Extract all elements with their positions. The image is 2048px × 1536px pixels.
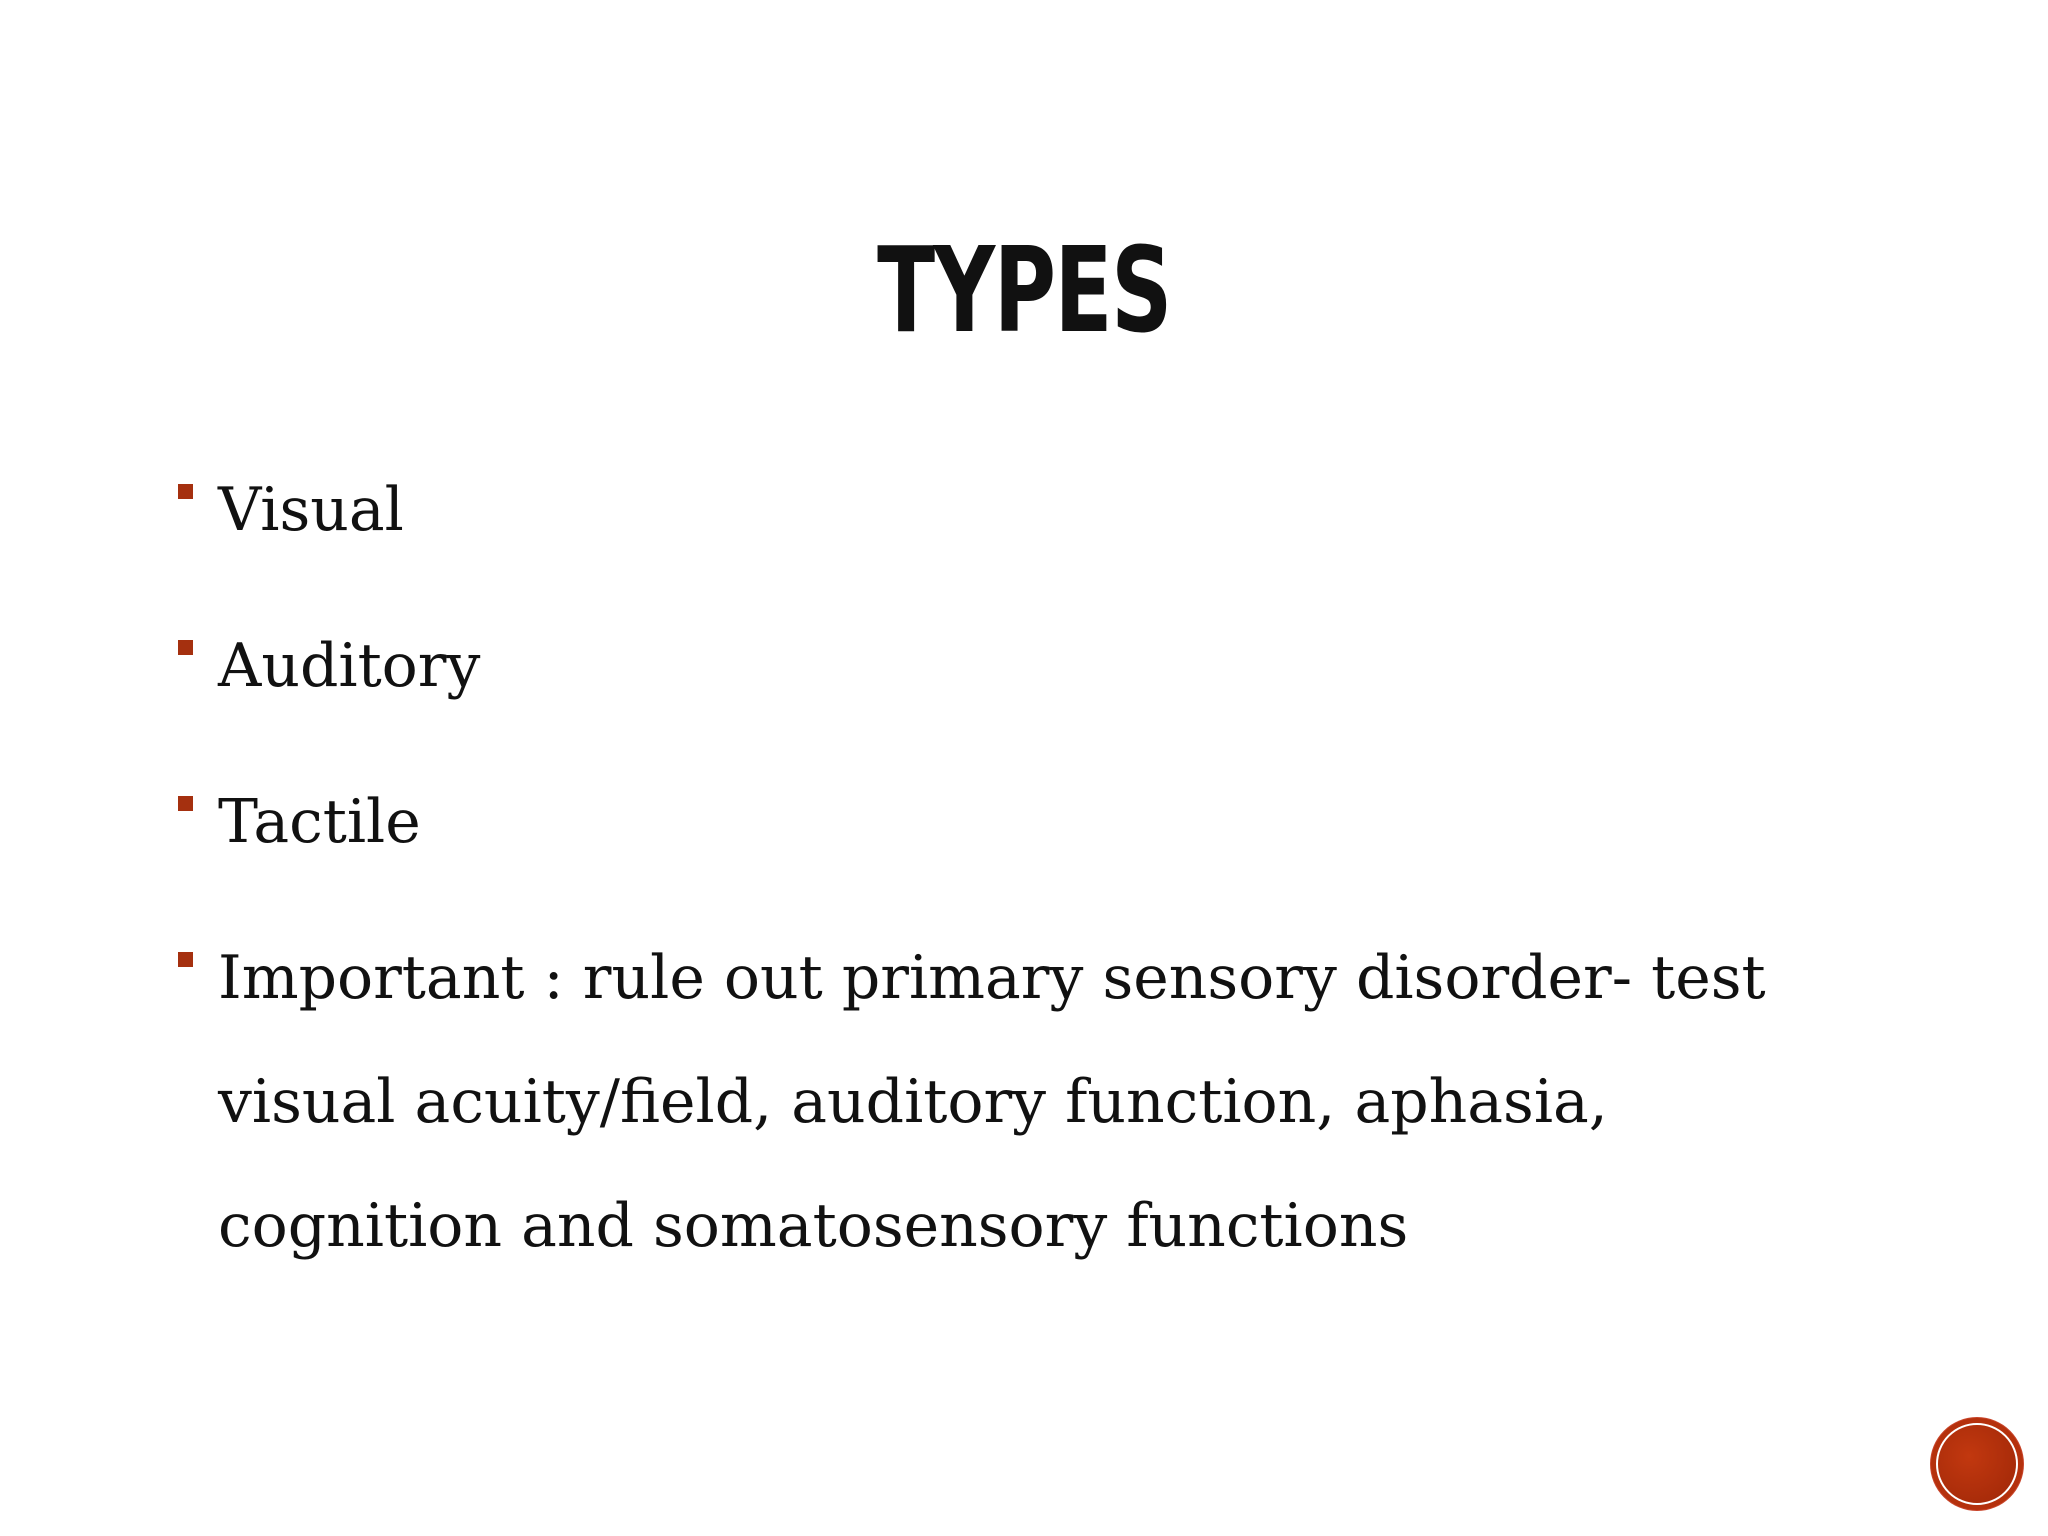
circle-badge-inner — [1936, 1423, 2018, 1505]
square-bullet-icon — [178, 952, 193, 967]
bullet-text: Auditory — [218, 631, 481, 701]
square-bullet-icon — [178, 484, 193, 499]
slide-title: TYPES — [877, 221, 1171, 359]
square-bullet-icon — [178, 796, 193, 811]
list-item — [178, 604, 1878, 728]
list-item — [178, 916, 1878, 1288]
list-item — [178, 448, 1878, 572]
list-item — [178, 760, 1878, 884]
bullet-list — [178, 448, 1878, 1288]
square-bullet-icon — [178, 640, 193, 655]
circle-badge-icon — [1931, 1418, 2023, 1510]
bullet-text: Tactile — [218, 787, 421, 857]
bullet-text: Visual — [218, 475, 404, 545]
bullet-text: Important : rule out primary sensory disorder- test visual acuity/field, auditory function, aphasia, cognition and somatosensory functions — [218, 943, 1766, 1261]
